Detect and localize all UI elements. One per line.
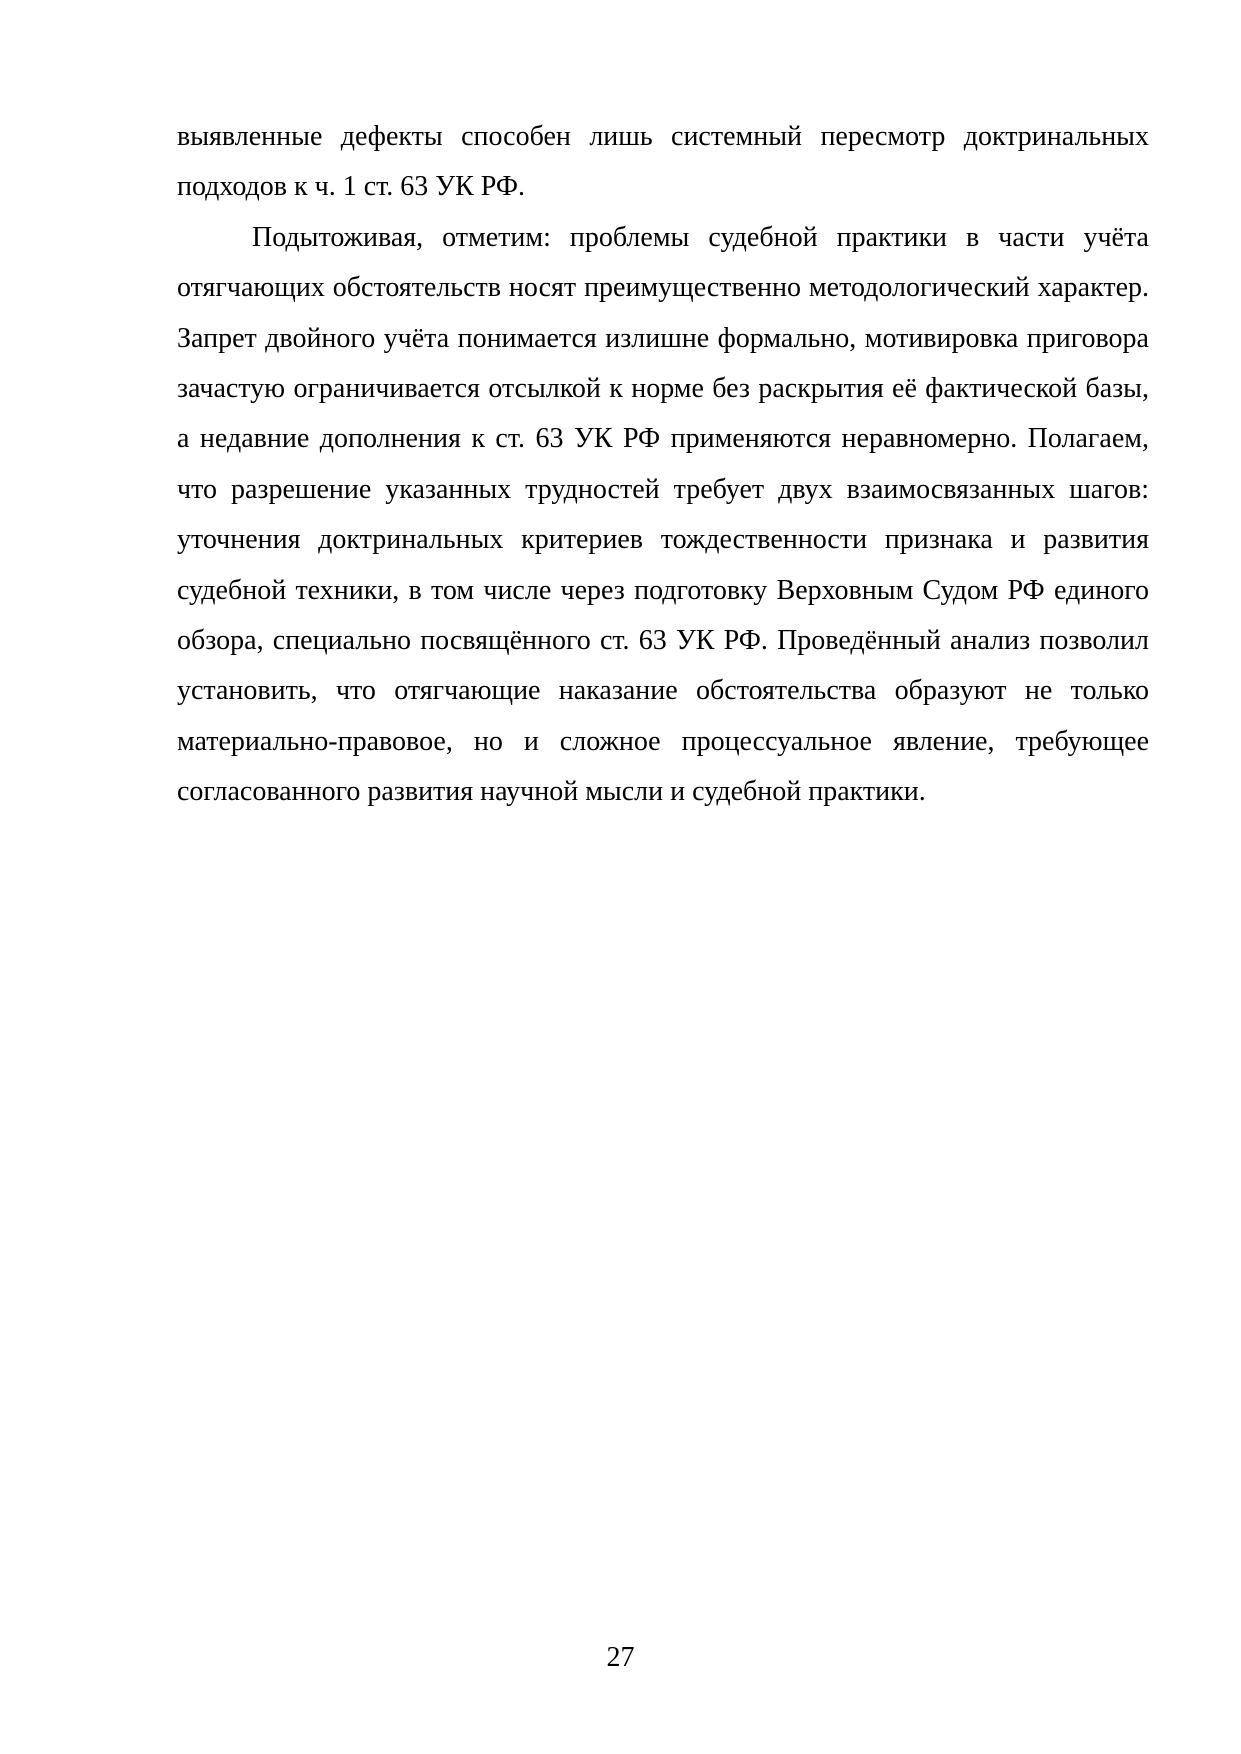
paragraph-conclusion: Подытоживая, отметим: проблемы судебной практики в части учёта отягчающих обстоятельств носят преимущественно методологический характер. Запрет двойного учёта понимается излишне формально, мотивировка приговора зачастую ограничивается отсылкой к норме без раскрытия её фактической базы, а недавние дополнения к ст. 63 УК РФ применяются неравномерно. Полагаем, что разрешение указанных трудностей требует двух взаимосвязанных шагов: уточнения доктринальных критериев тождественности признака и развития судебной техники, в том числе через подготовку Верховным Судом РФ единого обзора, специально посвящённого ст. 63 УК РФ. Проведённый анализ позволил установить, что отягчающие наказание обстоятельства образуют не только материально-правовое, но и сложное процессуальное явление, требующее согласованного развития научной мысли и судебной практики. <box>177 221 1149 808</box>
page-number: 27 <box>606 1642 635 1673</box>
paragraph-continued: выявленные дефекты способен лишь системный пересмотр доктринальных подходов к ч. 1 ст. 63 УК РФ. <box>177 121 1149 203</box>
text-body <box>177 112 1149 818</box>
